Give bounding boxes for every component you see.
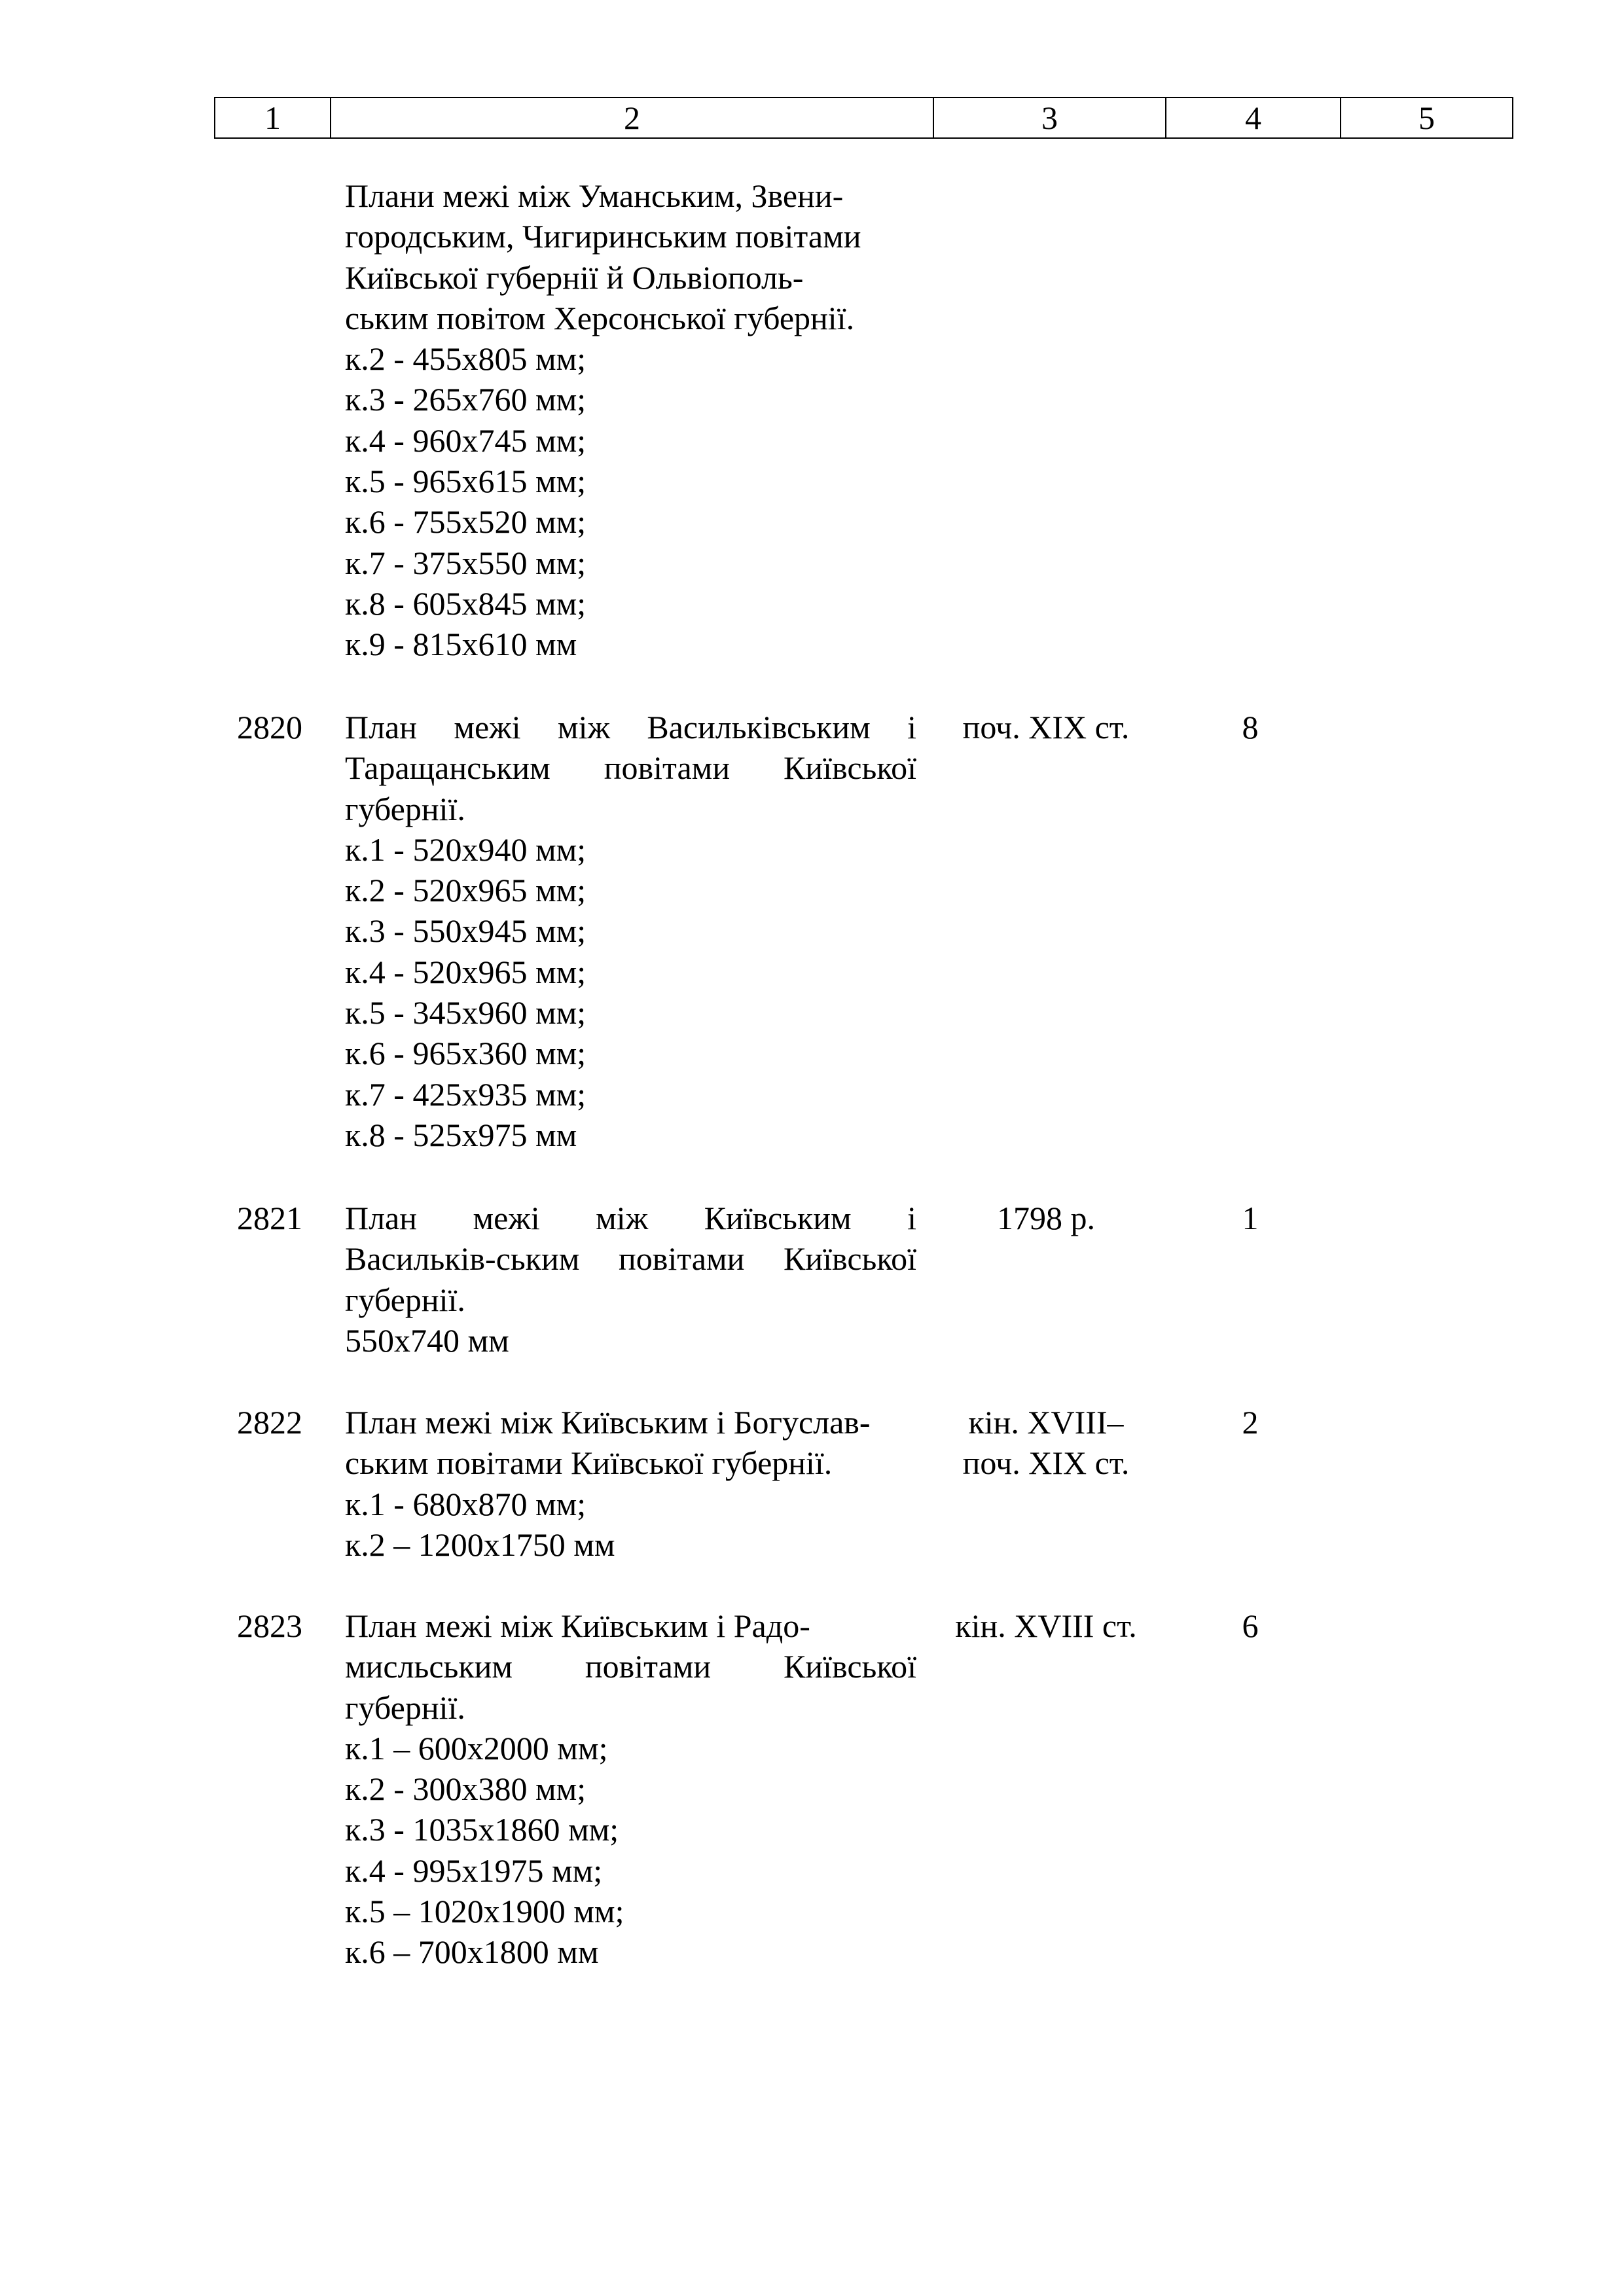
entry-sheet-count: 8 (1242, 709, 1259, 745)
title-word: повітами (619, 1240, 745, 1278)
title-line (345, 747, 916, 788)
sheet-dimension: к.8 - 525х975 мм (345, 1116, 577, 1153)
sheet-dimension: к.5 - 965х615 мм; (345, 463, 586, 500)
entry-title (345, 1402, 916, 1484)
sheet-dimension: к.2 - 455х805 мм; (345, 340, 586, 378)
date-line: кін. XVIII– (968, 1404, 1124, 1441)
sheet-dimension: к.4 - 960х745 мм; (345, 422, 586, 459)
entry-number: 2822 (237, 1404, 302, 1441)
entry-description (345, 175, 916, 665)
title-word: мисльським (345, 1648, 513, 1685)
title-line (345, 1646, 916, 1687)
entry-description (345, 1402, 916, 1565)
title-word: повітами (585, 1648, 712, 1685)
entry-sheet-count: 1 (1242, 1200, 1259, 1236)
sheet-dimension: к.7 - 375х550 мм; (345, 544, 586, 581)
entry-date (929, 707, 1163, 747)
title-word: Київським (704, 1200, 852, 1236)
title-line: губернії. (345, 790, 465, 827)
sheet-dimension: к.6 - 755х520 мм; (345, 503, 586, 541)
column-header-table (214, 97, 1513, 139)
title-word: і (907, 709, 916, 745)
entry-date (929, 1402, 1163, 1484)
title-word: Таращанським (345, 749, 550, 787)
sheet-dimension: к.2 - 300х380 мм; (345, 1770, 586, 1808)
title-word: Васильківським (647, 709, 871, 745)
title-line (345, 1198, 916, 1238)
entry-number: 2821 (237, 1200, 302, 1236)
title-word: Васильків-ським (345, 1240, 580, 1278)
sheet-dimension: к.6 - 965х360 мм; (345, 1035, 586, 1072)
title-line: губернії. (345, 1281, 465, 1318)
date-line: 1798 р. (997, 1200, 1095, 1236)
title-word: повітами (604, 749, 731, 787)
entry-number: 2823 (237, 1607, 302, 1644)
sheet-list (345, 1484, 916, 1566)
sheet-dimension: к.1 – 600х2000 мм; (345, 1729, 608, 1767)
sheet-dimension: к.3 - 265х760 мм; (345, 381, 586, 418)
column-header-3: 3 (933, 98, 1166, 138)
date-line: поч. XIX ст. (962, 1444, 1130, 1482)
title-line (345, 1238, 916, 1279)
entry-description (345, 1198, 916, 1361)
sheet-dimension: к.5 – 1020х1900 мм; (345, 1893, 624, 1930)
entry-title (345, 175, 916, 338)
entry-sheet-count: 2 (1242, 1404, 1259, 1441)
title-word: План (345, 1200, 418, 1236)
title-line: ським повітами Київської губернії. (345, 1444, 833, 1482)
sheet-dimension: к.3 - 1035х1860 мм; (345, 1811, 619, 1848)
title-line: ським повітом Херсонської губернії. (345, 299, 855, 336)
entry-date (929, 1605, 1163, 1646)
entry-title (345, 1605, 916, 1728)
sheet-dimension: к.7 - 425х935 мм; (345, 1075, 586, 1113)
title-line (345, 707, 916, 747)
column-header-2: 2 (331, 98, 933, 138)
column-header-row (215, 98, 1513, 138)
entry-description (345, 707, 916, 1155)
sheet-dimension: к.8 - 605х845 мм; (345, 584, 586, 622)
title-word: Київської (784, 749, 916, 787)
title-word: між (557, 709, 610, 745)
sheet-list (345, 338, 916, 664)
title-line: План межі між Київським і Богуслав- (345, 1404, 871, 1441)
title-line: губернії. (345, 1689, 465, 1726)
sheet-dimension: к.6 – 700х1800 мм (345, 1933, 599, 1971)
sheet-list (345, 1728, 916, 1973)
title-word: Київської (784, 1648, 916, 1685)
date-line: поч. XIX ст. (962, 709, 1130, 745)
column-header-4: 4 (1166, 98, 1341, 138)
sheet-dimension: к.2 - 520х965 мм; (345, 872, 586, 909)
entry-date (929, 1198, 1163, 1238)
sheet-dimension: к.1 - 680х870 мм; (345, 1485, 586, 1522)
sheet-list (345, 829, 916, 1155)
date-line: кін. XVIII ст. (955, 1607, 1137, 1644)
entry-title (345, 1198, 916, 1320)
sheet-dimension: к.5 - 345х960 мм; (345, 994, 586, 1031)
entry-number: 2820 (237, 709, 302, 745)
title-word: межі (473, 1200, 540, 1236)
title-word: межі (454, 709, 521, 745)
sheet-dimension: к.3 - 550х945 мм; (345, 912, 586, 950)
column-header-1: 1 (215, 98, 331, 138)
sheet-dimension: к.9 - 815х610 мм (345, 626, 577, 663)
title-word: і (907, 1200, 916, 1236)
sheet-dimension: к.2 – 1200х1750 мм (345, 1526, 615, 1563)
entry-sheet-count: 6 (1242, 1607, 1259, 1644)
sheet-dimension: к.4 - 520х965 мм; (345, 953, 586, 990)
title-line: Плани межі між Уманським, Звени- (345, 177, 844, 214)
title-line: городським, Чигиринським повітами (345, 218, 861, 255)
title-word: Київської (784, 1240, 916, 1278)
sheet-dimension: 550х740 мм (345, 1321, 509, 1359)
sheet-dimension: к.4 - 995х1975 мм; (345, 1852, 603, 1889)
entry-description (345, 1605, 916, 1973)
entry-title (345, 707, 916, 829)
sheet-list (345, 1320, 916, 1361)
sheet-dimension: к.1 - 520х940 мм; (345, 831, 586, 868)
title-line: Київської губернії й Ольвіополь- (345, 259, 804, 296)
title-word: План (345, 709, 418, 745)
title-word: між (596, 1200, 649, 1236)
title-line: План межі між Київським і Радо- (345, 1607, 810, 1644)
column-header-5: 5 (1341, 98, 1513, 138)
